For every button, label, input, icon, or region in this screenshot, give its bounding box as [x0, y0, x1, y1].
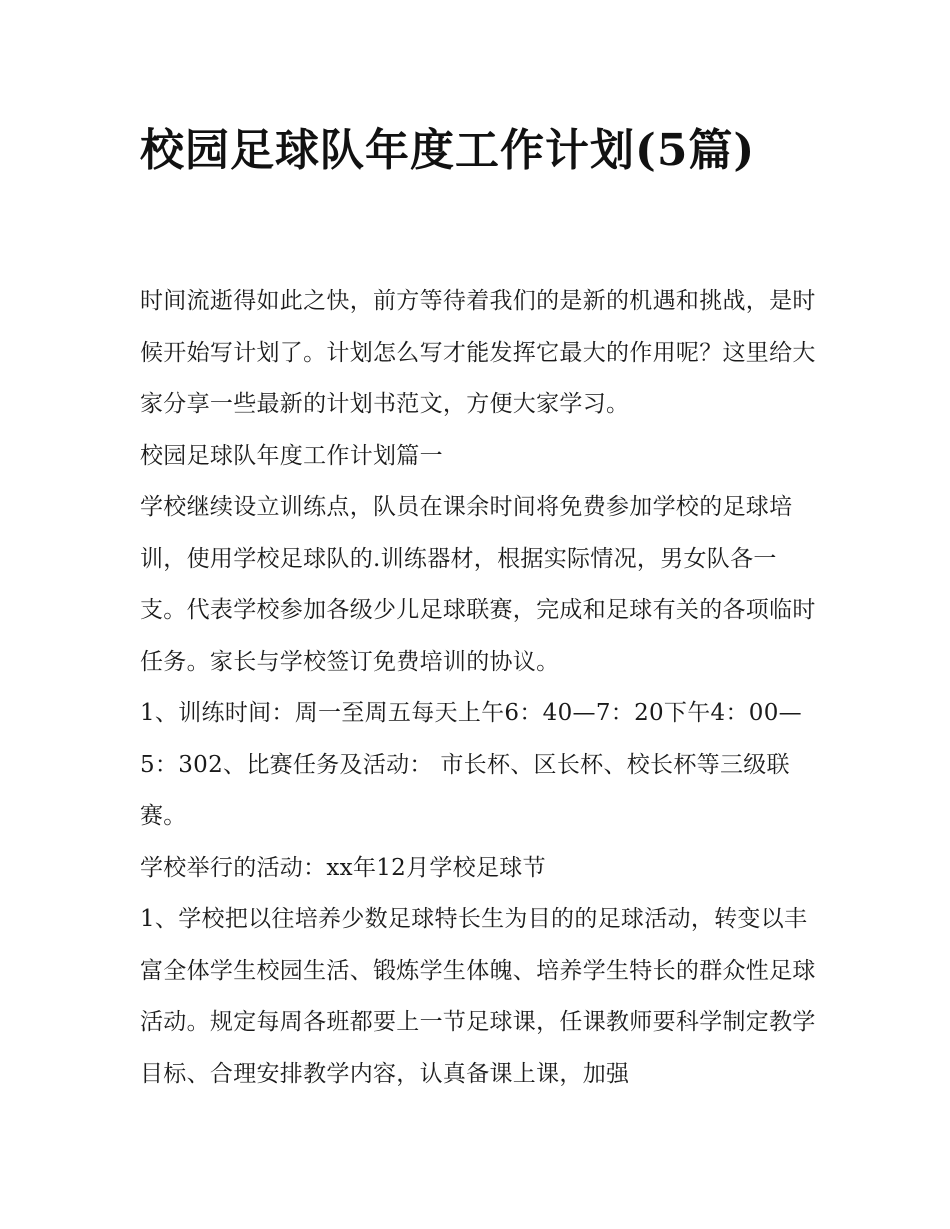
- training-schedule-paragraph: 1、训练时间：周一至周五每天上午6：40—7：20下午4：00—5：302、比赛任务及活动： 市长杯、区长杯、校长杯等三级联赛。: [140, 700, 802, 829]
- document-title: 校园足球队年度工作计划(5篇): [140, 125, 756, 176]
- body-paragraph: 学校继续设立训练点，队员在课余时间将免费参加学校的足球培训，使用学校足球队的.训练器材，根据实际情况，男女队各一支。代表学校参加各级少儿足球联赛，完成和足球有关的各项临时任务。家长与学校签订免费培训的协议。: [140, 494, 816, 675]
- section-heading: 校园足球队年度工作计划篇一: [140, 442, 443, 469]
- intro-paragraph: 时间流逝得如此之快，前方等待着我们的是新的机遇和挑战，是时候开始写计划了。计划怎么写才能发挥它最大的作用呢？这里给大家分享一些最新的计划书范文，方便大家学习。: [140, 288, 816, 417]
- body-paragraph: 1、学校把以往培养少数足球特长生为目的的足球活动，转变以丰富全体学生校园生活、锻炼学生体魄、培养学生特长的群众性足球活动。规定每周各班都要上一节足球课，任课教师要科学制定教学目标、合理安排教学内容，认真备课上课，加强: [140, 906, 816, 1087]
- document-body: [140, 276, 820, 1100]
- school-activity-paragraph: 学校举行的活动：xx年12月学校足球节: [140, 854, 546, 881]
